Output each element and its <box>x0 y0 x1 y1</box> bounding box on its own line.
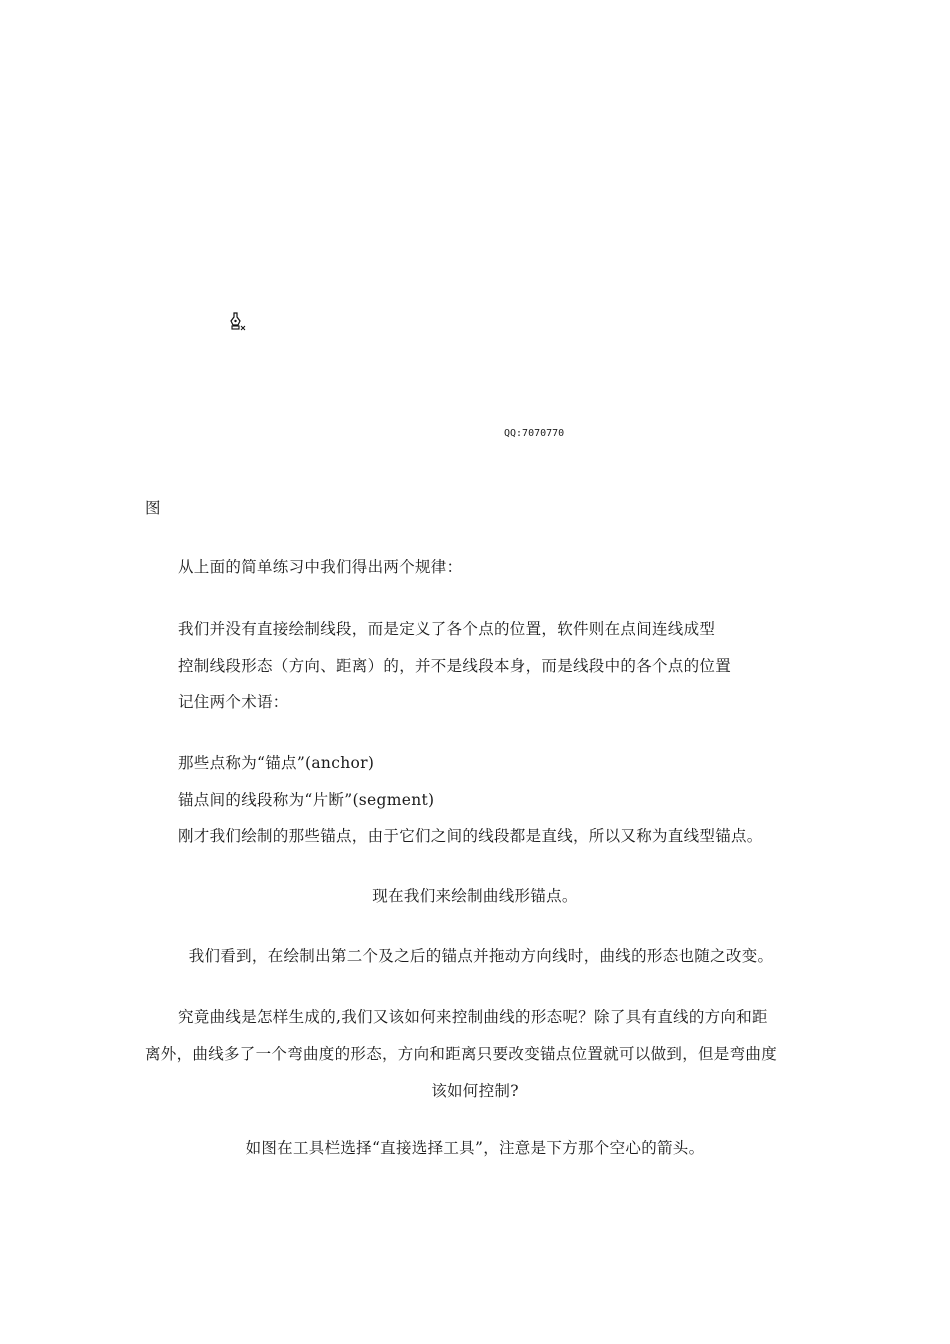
term-segment: 锚点间的线段称为“片断”(segment) <box>178 791 435 809</box>
curve-intro: 现在我们来绘制曲线形锚点。 <box>372 887 578 905</box>
pen-tool-icon <box>228 312 248 332</box>
curve-observation: 我们看到，在绘制出第二个及之后的锚点并拖动方向线时，曲线的形态也随之改变。 <box>188 947 774 965</box>
question-line-1: 究竟曲线是怎样生成的,我们又该如何来控制曲线的形态呢？除了具有直线的方向和距 <box>178 1008 768 1026</box>
term-anchor: 那些点称为“锚点”(anchor) <box>178 754 375 772</box>
question-line-2: 离外，曲线多了一个弯曲度的形态，方向和距离只要改变锚点位置就可以做到，但是弯曲度 <box>145 1045 778 1063</box>
rule-2: 控制线段形态（方向、距离）的，并不是线段本身，而是线段中的各个点的位置 <box>178 657 732 675</box>
figure-caption: 图 <box>145 499 161 517</box>
question-line-3: 该如何控制? <box>431 1082 519 1100</box>
intro-paragraph: 从上面的简单练习中我们得出两个规律： <box>178 558 463 576</box>
watermark-text: QQ:7070770 <box>504 428 565 439</box>
straight-anchor-note: 刚才我们绘制的那些锚点，由于它们之间的线段都是直线，所以又称为直线型锚点。 <box>178 827 763 845</box>
terms-intro: 记住两个术语： <box>178 693 289 711</box>
toolbar-instruction: 如图在工具栏选择“直接选择工具”，注意是下方那个空心的箭头。 <box>245 1139 705 1157</box>
rule-1: 我们并没有直接绘制线段，而是定义了各个点的位置，软件则在点间连线成型 <box>178 620 716 638</box>
